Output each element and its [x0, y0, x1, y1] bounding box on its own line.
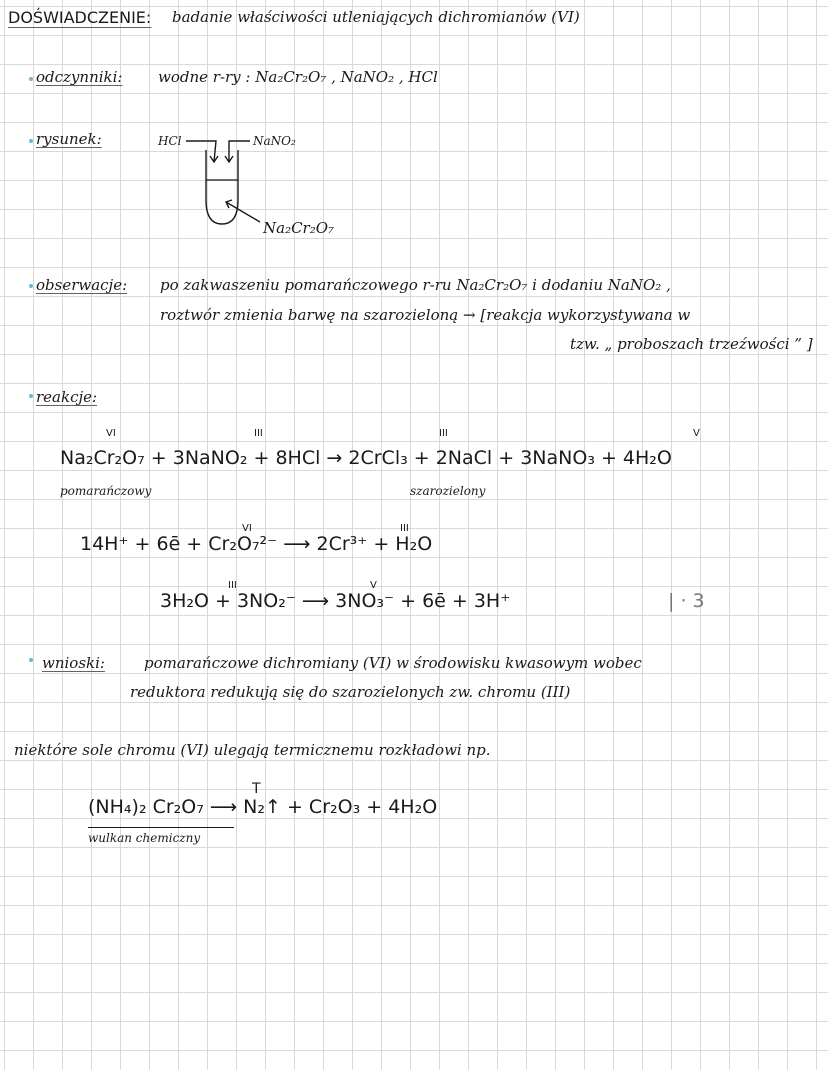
oxidation-state-iii: III: [439, 428, 448, 439]
bullet-icon: [29, 77, 33, 81]
color-note-orange: pomarańczowy: [60, 484, 152, 498]
oxidation-state-v: V: [693, 428, 700, 439]
oxidation-state-vi: VI: [242, 523, 252, 534]
wnioski-line2: reduktora redukują się do szarozielonych zw. chromu (III): [130, 683, 571, 701]
nano2-label: NaNO₂: [253, 134, 296, 148]
page-subtitle: badanie właściwości utleniających dichromianów (VI): [172, 8, 580, 26]
odczynniki-text: wodne r-ry : Na₂Cr₂O₇ , NaNO₂ , HCl: [158, 68, 438, 86]
bullet-icon: [29, 284, 33, 288]
na2cr2o7-label: Na₂Cr₂O₇: [263, 219, 335, 237]
reakcje-label: reakcje:: [36, 388, 98, 406]
obserwacje-line3: tzw. „ proboszach trzeźwości ” ]: [570, 335, 813, 353]
caption-underline: [88, 827, 234, 828]
thermal-note: niektóre sole chromu (VI) ulegają termicznemu rozkładowi np.: [14, 741, 491, 759]
test-tube-drawing: [180, 132, 280, 232]
arrow-label-t: T: [252, 781, 261, 797]
oxidation-state-v: V: [370, 580, 377, 591]
oxidation-state-iii: III: [400, 523, 409, 534]
bullet-icon: [29, 394, 33, 398]
oxidation-state-iii: III: [228, 580, 237, 591]
wulkan-caption: wulkan chemiczny: [88, 831, 201, 845]
obserwacje-line2: roztwór zmienia barwę na szarozieloną → [reakcja wykorzystywana w: [160, 306, 691, 324]
reaction-equation-1: Na₂Cr₂O₇ + 3NaNO₂ + 8HCl → 2CrCl₃ + 2NaCl + 3NaNO₃ + 4H₂O: [60, 447, 672, 469]
decomposition-equation: (NH₄)₂ Cr₂O₇ ⟶ N₂↑ + Cr₂O₃ + 4H₂O: [88, 796, 438, 818]
wnioski-line1: pomarańczowe dichromiany (VI) w środowisku kwasowym wobec: [144, 654, 642, 672]
wnioski-label: wnioski:: [42, 654, 105, 672]
page-title: DOŚWIADCZENIE:: [8, 8, 152, 27]
obserwacje-line1: po zakwaszeniu pomarańczowego r-ru Na₂Cr₂O₇ i dodaniu NaNO₂ ,: [160, 276, 671, 294]
reduction-half-equation: 14H⁺ + 6ē + Cr₂O₇²⁻ ⟶ 2Cr³⁺ + H₂O: [80, 533, 433, 555]
rysunek-label: rysunek:: [36, 130, 102, 148]
obserwacje-label: obserwacje:: [36, 276, 128, 294]
oxidation-half-equation: 3H₂O + 3NO₂⁻ ⟶ 3NO₃⁻ + 6ē + 3H⁺: [160, 590, 511, 612]
color-note-greygreen: szarozielony: [410, 484, 486, 498]
multiplier-note: | · 3: [668, 590, 705, 612]
oxidation-state-vi: VI: [106, 428, 116, 439]
bullet-icon: [29, 658, 33, 662]
odczynniki-label: odczynniki:: [36, 68, 123, 86]
hcl-label: HCl: [158, 134, 182, 148]
bullet-icon: [29, 139, 33, 143]
oxidation-state-iii: III: [254, 428, 263, 439]
